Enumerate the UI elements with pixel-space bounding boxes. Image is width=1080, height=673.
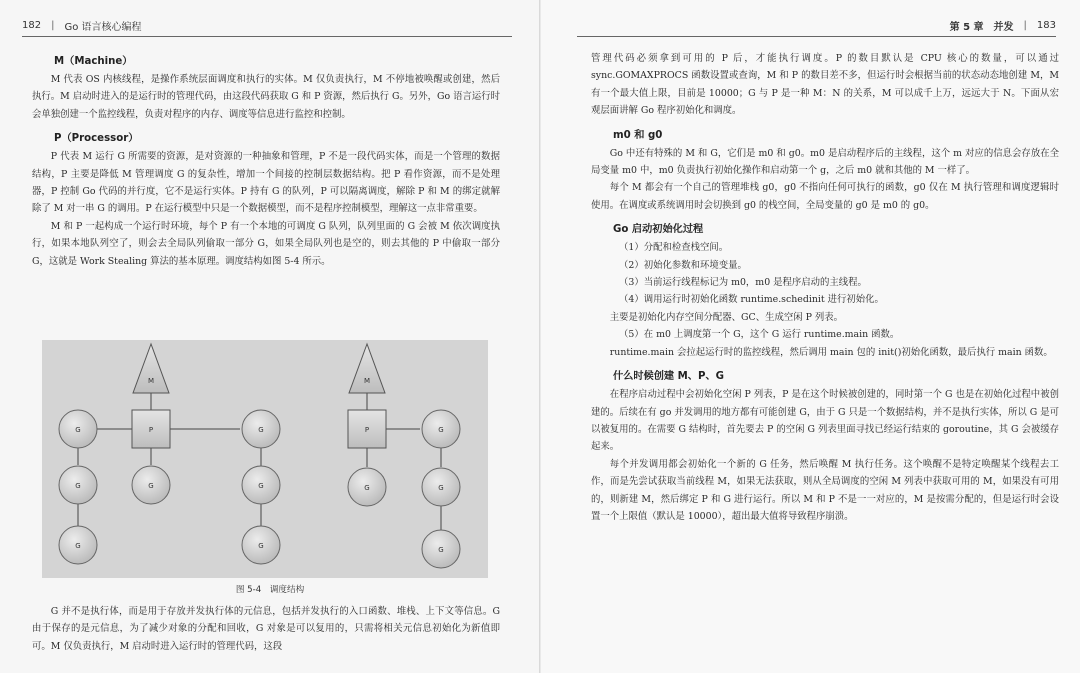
paragraph: P 代表 M 运行 G 所需要的资源，是对资源的一种抽象和管理，P 不是一段代码实体，而是一个管理的数据结构，P 主要是降低 M 管理调度 G 的复杂性，增加一个间接的控制层数据结构。把 P 看作资源，而不是处理器，P 控制 Go 代码的并行度，它不是运行实体。P 持有 G 的队列，P 可以隔离调度，解除 P 和 M 的绑定就解除了 M 对一串 G 的调用。P 在运行模型中只是一个数据模型，而不是程序控制模型，理解这一点非常重要。 <box>32 151 500 215</box>
list-item: （2）初始化参数和环境变量。 <box>619 259 747 271</box>
g-circle <box>59 526 97 564</box>
paragraph: G 并不是执行体，而是用于存放并发执行体的元信息，包括并发执行的入口函数、堆栈、上下文等信息。G 由于保存的是元信息，为了减少对象的分配和回收，G 对象是可以复用的，只需将相关元信息初始化为新值即可。M 仅负责执行，M 启动时进入运行时的管理代码，这段 <box>32 606 500 652</box>
svg-text:P: P <box>148 426 154 434</box>
svg-text:G: G <box>258 426 264 434</box>
g-circle <box>242 410 280 448</box>
svg-text:G: G <box>148 482 154 490</box>
paragraph: 每个 M 都会有一个自己的管理堆栈 g0，g0 不指向任何可执行的函数，g0 仅在 M 执行管理和调度逻辑时使用。在调度或系统调用时会切换到 g0 的栈空间，全局变量的 g0 是 m0 的 g0。 <box>591 182 1059 211</box>
left-running-header: 182 | Go 语言核心编程 <box>22 14 512 37</box>
g-circle <box>242 466 280 504</box>
g-circle <box>59 410 97 448</box>
section-heading-processor: P（Processor） <box>54 133 139 145</box>
svg-text:G: G <box>438 546 444 554</box>
g-circle <box>422 468 460 506</box>
m-triangle-1 <box>133 344 169 393</box>
svg-text:G: G <box>438 484 444 492</box>
left-bottom-text <box>32 603 500 655</box>
m-triangle-2 <box>349 344 385 393</box>
g-circle <box>242 526 280 564</box>
svg-text:M: M <box>363 377 371 385</box>
paragraph: 主要是初始化内存空间分配器、GC、生成空闲 P 列表。 <box>609 311 843 323</box>
figure-caption: 图 5-4 调度结构 <box>235 585 305 595</box>
right-content <box>591 50 1059 525</box>
paragraph: 在程序启动过程中会初始化空闲 P 列表，P 是在这个时候被创建的，同时第一个 G 也是在初始化过程中被创建的。后续在有 go 并发调用的地方都有可能创建 G，由于 G 只是一个数据结构，并不是执行实体，所以 G 是可以被复用的。在需要 G 结构时，首先要去 P 的空闲 G 列表里面寻找已经运行结束的 goroutine，其 G 会被缓存起来。 <box>591 389 1059 453</box>
g-circle <box>59 466 97 504</box>
list-item: （1）分配和检查栈空间。 <box>619 242 729 254</box>
scheduling-diagram <box>42 340 488 578</box>
svg-text:G: G <box>364 484 370 492</box>
paragraph: 管理代码必须拿到可用的 P 后，才能执行调度。P 的数目默认是 CPU 核心的数量，可以通过 sync.GOMAXPROCS 函数设置或查询，M 和 P 的数目差不多，但运行时会根据当前的状态动态地创建 M，M 有一个最大值上限，目前是 10000；G 与 P 是一种 M：N 的关系，M 可以成千上万，远远大于 N。下面从宏观层面讲解 Go 程序初始化和调度。 <box>591 53 1059 117</box>
g-circle <box>132 466 170 504</box>
section-heading-machine: M（Machine） <box>54 56 133 67</box>
svg-text:P: P <box>364 426 370 434</box>
svg-text:G: G <box>75 482 81 490</box>
svg-text:G: G <box>75 426 81 434</box>
paragraph: 每个并发调用都会初始化一个新的 G 任务，然后唤醒 M 执行任务。这个唤醒不是特定唤醒某个线程去工作，而是先尝试获取当前线程 M，如果无法获取，则从全局调度的空闲 M 列表中获取可用的 M，如果没有可用的，则新建 M，然后绑定 P 和 G 进行运行。所以 M 和 P 不是一一对应的，M 是按需分配的，但是运行时会设置一个上限值（默认是 10000），超出最大值将导致程序崩溃。 <box>591 458 1059 522</box>
scheduling-diagram-svg <box>42 340 488 578</box>
right-page-number: 183 <box>1036 19 1056 31</box>
paragraph: runtime.main 会拉起运行时的监控线程，然后调用 main 包的 init()初始化函数，最后执行 main 函数。 <box>609 346 1053 358</box>
list-item: （5）在 m0 上调度第一个 G，这个 G 运行 runtime.main 函数。 <box>619 329 900 341</box>
book-title: Go 语言核心编程 <box>64 21 142 33</box>
svg-text:G: G <box>75 542 81 550</box>
list-item: （3）当前运行线程标记为 m0，m0 是程序启动的主线程。 <box>619 277 867 289</box>
g-circle <box>422 530 460 568</box>
paragraph: Go 中还有特殊的 M 和 G，它们是 m0 和 g0。m0 是启动程序后的主线程，这个 m 对应的信息会存放在全局变量 m0 中，m0 负责执行初始化操作和启动第一个 g，之后 m0 就和其他的 M 一样了。 <box>591 147 1059 177</box>
g-circle <box>348 468 386 506</box>
section-heading-m0-g0: m0 和 g0 <box>613 129 663 141</box>
left-page-number: 182 <box>22 19 42 31</box>
section-heading-init: Go 启动初始化过程 <box>613 224 704 236</box>
list-item: （4）调用运行时初始化函数 runtime.schedinit 进行初始化。 <box>619 294 884 306</box>
svg-text:G: G <box>258 542 264 550</box>
right-page <box>541 0 1080 673</box>
p-square-2 <box>348 410 386 448</box>
right-running-header: 第 5 章 并发 | 183 <box>577 14 1056 37</box>
svg-text:G: G <box>438 426 444 434</box>
section-heading-when-create: 什么时候创建 M、P、G <box>613 371 725 383</box>
left-content <box>32 50 500 270</box>
g-circle <box>422 410 460 448</box>
paragraph: M 和 P 一起构成一个运行时环境，每个 P 有一个本地的可调度 G 队列，队列里面的 G 会被 M 依次调度执行，如果本地队列空了，则会去全局队列偷取一部分 G，如果全局队列也是空的，则去其他的 P 中偷取一部分 G，这就是 Work Stealing 算法的基本原理。调度结构如图 5-4 所示。 <box>32 220 500 267</box>
paragraph: M 代表 OS 内核线程，是操作系统层面调度和执行的实体。M 仅负责执行，M 不停地被唤醒或创建，然后执行。M 启动时进入的是运行时的管理代码，由这段代码获取 G 和 P 资源，然后执行 G。另外，Go 语言运行时会单独创建一个监控线程，负责对程序的内存、调度等信息进行监控和控制。 <box>32 74 501 120</box>
chapter-title: 第 5 章 并发 <box>949 21 1014 33</box>
p-square-1 <box>132 410 170 448</box>
svg-text:G: G <box>258 482 264 490</box>
svg-text:M: M <box>147 377 155 385</box>
